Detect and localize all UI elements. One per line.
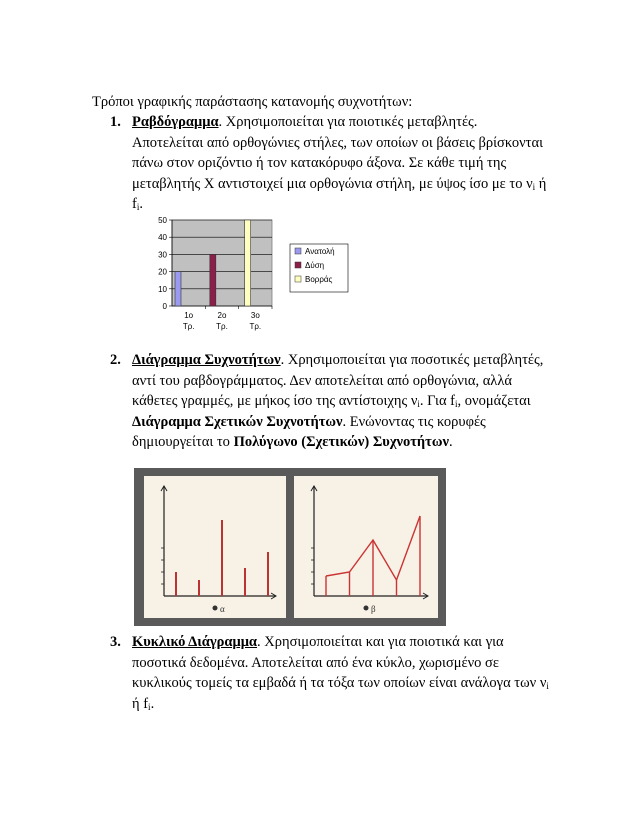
term-relative-frequency-diagram: Διάγραμμα Σχετικών Συχνοτήτων (132, 413, 343, 430)
legend-swatch (295, 276, 301, 282)
x-tick-label-line2: Τρ. (249, 322, 262, 331)
bar-Δύση (210, 254, 216, 306)
y-tick-label: 30 (158, 250, 167, 260)
list-item-body (132, 350, 550, 453)
subscript: i (148, 701, 151, 712)
y-tick-label: 10 (158, 284, 167, 294)
subscript: i (546, 681, 549, 691)
frequency-diagrams-figure (134, 468, 446, 626)
x-tick-label-line2: Τρ. (216, 322, 228, 331)
x-tick-label: 3ο (250, 311, 260, 320)
item-text: ή f (132, 175, 547, 212)
bar-chart-figure (140, 212, 370, 342)
list-item-body (132, 632, 550, 714)
subscript: i (136, 202, 140, 212)
list-number: 1. (110, 114, 121, 130)
panel-label: β (371, 604, 376, 614)
y-tick-label: 40 (158, 233, 167, 243)
diagram-panel (294, 476, 438, 618)
panel-marker (213, 606, 218, 611)
item-text: , ονομάζεται (457, 393, 531, 409)
panel-label: α (220, 604, 225, 614)
plot-area (172, 220, 272, 306)
item-text: . Για f (419, 393, 455, 409)
legend-swatch (295, 262, 301, 268)
list-item-bar-chart (110, 112, 550, 215)
legend-swatch (295, 248, 301, 254)
item-text: . Χρησιμοποιείται για ποσοτικές μεταβλητές, αντί του ραβδογράμματος. Δεν αποτελείται από ορθογώνια, αλλά κάθετες γραμμές, με μήκος ίσο της αντίστοιχης ν (132, 352, 544, 409)
x-tick-label: 1ο (184, 311, 194, 320)
diagram-panel (144, 476, 286, 618)
panel-marker (364, 606, 369, 611)
term-pie-chart: Κυκλικό Διάγραμμα (132, 634, 258, 650)
bar-Βορράς (245, 220, 251, 306)
subscript: i (417, 399, 420, 409)
legend-label: Ανατολή (305, 247, 335, 256)
subscript: i (532, 181, 536, 192)
item-text: . Χρησιμοποιείται για ποιοτικές μεταβλητές. Αποτελείται από ορθογώνιες στήλες, των οποίων οι βάσεις βρίσκονται πάνω στον οριζόντιο ή τον κατακόρυφο άξονα. Σε κάθε τιμή της μεταβλητής Χ αντιστοιχεί μια ορθογώνια στήλη, με ύψος ίσο με το ν (132, 114, 543, 192)
legend-label: Βορράς (305, 275, 333, 284)
list-item-pie-chart (110, 632, 550, 714)
x-tick-label-line2: Τρ. (182, 322, 195, 331)
subscript: i (455, 399, 458, 409)
y-tick-label: 50 (158, 216, 167, 225)
item-text: . Χρησιμοποιείται και για ποιοτικά και για ποσοτικά δεδομένα. Αποτελείται από ένα κύκλο, χωρισμένο σε κυκλικούς τομείς τα εμβαδά ή τα τόξα των οποίων είναι ανάλογα των ν (132, 634, 547, 691)
list-item-frequency-diagram (110, 350, 550, 453)
term-bar-chart: Ραβδόγραμμα (132, 114, 219, 130)
item-text: ή f (132, 695, 149, 712)
list-number: 2. (110, 352, 121, 368)
list-item-body (132, 112, 550, 215)
section-heading: Τρόποι γραφικής παράστασης κατανομής συχνοτήτων: (92, 94, 413, 110)
item-text: . (448, 434, 453, 450)
item-text: . Ενώνοντας τις κορυφές δημιουργείται το (132, 413, 486, 450)
term-frequency-polygon: Πολύγωνο (Σχετικών) Συχνοτήτων (233, 434, 449, 450)
x-tick-label: 2ο (217, 311, 227, 320)
term-frequency-diagram: Διάγραμμα Συχνοτήτων (132, 352, 281, 368)
legend-label: Δύση (305, 261, 325, 270)
y-tick-label: 0 (162, 302, 167, 311)
bar-Ανατολή (175, 272, 181, 306)
item-text: . (150, 695, 155, 712)
item-text: . (139, 196, 143, 212)
y-tick-label: 20 (158, 267, 167, 277)
list-number: 3. (110, 634, 121, 650)
